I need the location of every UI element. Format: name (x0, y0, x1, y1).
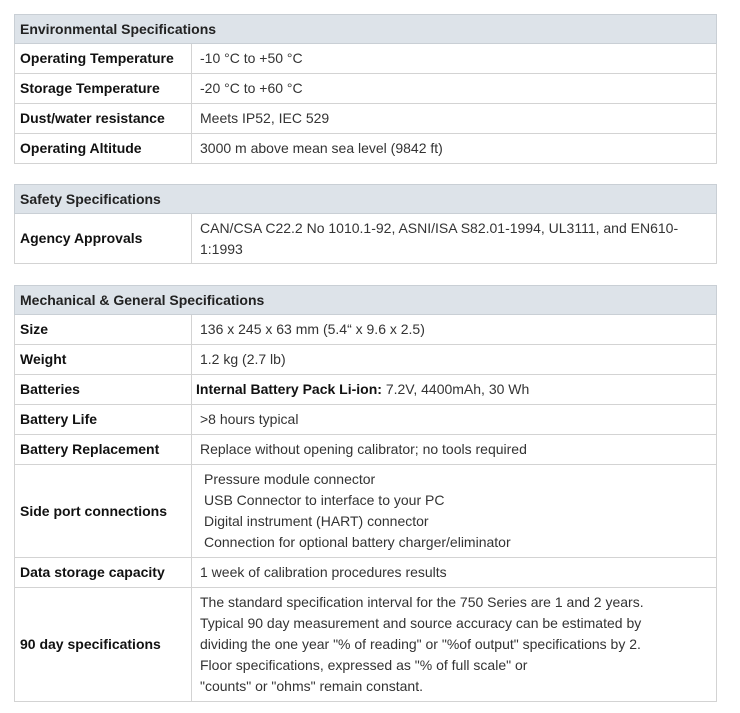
list-item: USB Connector to interface to your PC (204, 492, 445, 508)
agency-approvals-value (192, 214, 717, 264)
operating-temperature-label: Operating Temperature (15, 44, 192, 74)
size-label: Size (15, 315, 192, 345)
agency-approvals-line: CAN/CSA C22.2 No 1010.1-92, ASNI/ISA S82.01-1994, UL3111, and EN610- (200, 219, 679, 236)
table-row (15, 375, 717, 405)
environmental-specs-table (14, 14, 717, 164)
table-row (15, 345, 717, 375)
size-value: 136 x 245 x 63 mm (5.4“ x 9.6 x 2.5) (192, 315, 717, 345)
data-storage-capacity-value: 1 week of calibration procedures results (192, 558, 717, 588)
agency-approvals-label: Agency Approvals (15, 214, 192, 264)
paragraph-line: Floor specifications, expressed as "% of full scale" or (200, 657, 528, 673)
dust-water-resistance-value: Meets IP52, IEC 529 (192, 104, 717, 134)
agency-approvals-line: 1:1993 (200, 240, 243, 257)
table-row (15, 465, 717, 558)
list-item: Connection for optional battery charger/eliminator (204, 534, 511, 550)
table-row (15, 588, 717, 702)
list-item: Pressure module connector (204, 471, 376, 487)
paragraph-line: The standard specification interval for the 750 Series are 1 and 2 years. (200, 594, 644, 610)
side-port-connections-value (192, 465, 717, 558)
battery-life-label: Battery Life (15, 405, 192, 435)
paragraph-line: dividing the one year "% of reading" or "%of output" specifications by 2. (200, 636, 641, 652)
paragraph-line: Typical 90 day measurement and source accuracy can be estimated by (200, 615, 642, 631)
mechanical-specs-title: Mechanical & General Specifications (15, 286, 717, 315)
environmental-specs-title: Environmental Specifications (15, 15, 717, 44)
batteries-label: Batteries (15, 375, 192, 405)
table-row (15, 214, 717, 264)
table-row (15, 315, 717, 345)
operating-altitude-label: Operating Altitude (15, 134, 192, 164)
table-row (15, 74, 717, 104)
table-header-row (15, 15, 717, 44)
paragraph-line: "counts" or "ohms" remain constant. (200, 678, 423, 694)
safety-specs-table (14, 184, 717, 264)
battery-replacement-value: Replace without opening calibrator; no tools required (192, 435, 717, 465)
weight-label: Weight (15, 345, 192, 375)
batteries-value (192, 375, 717, 405)
table-header-row (15, 286, 717, 315)
ninety-day-specifications-label: 90 day specifications (15, 588, 192, 702)
storage-temperature-label: Storage Temperature (15, 74, 192, 104)
operating-temperature-value: -10 °C to +50 °C (192, 44, 717, 74)
table-row (15, 435, 717, 465)
ninety-day-specifications-value (192, 588, 717, 702)
mechanical-specs-table (14, 285, 717, 702)
table-row (15, 134, 717, 164)
weight-value: 1.2 kg (2.7 lb) (192, 345, 717, 375)
table-header-row (15, 185, 717, 214)
batteries-value-bold: Internal Battery Pack Li-ion: (196, 381, 382, 397)
table-row (15, 405, 717, 435)
battery-life-value: >8 hours typical (192, 405, 717, 435)
dust-water-resistance-label: Dust/water resistance (15, 104, 192, 134)
safety-specs-title: Safety Specifications (15, 185, 717, 214)
batteries-value-text: 7.2V, 4400mAh, 30 Wh (381, 381, 530, 397)
table-row (15, 558, 717, 588)
table-row (15, 104, 717, 134)
operating-altitude-value: 3000 m above mean sea level (9842 ft) (192, 134, 717, 164)
storage-temperature-value: -20 °C to +60 °C (192, 74, 717, 104)
side-port-connections-label: Side port connections (15, 465, 192, 558)
data-storage-capacity-label: Data storage capacity (15, 558, 192, 588)
list-item: Digital instrument (HART) connector (204, 513, 429, 529)
table-row (15, 44, 717, 74)
battery-replacement-label: Battery Replacement (15, 435, 192, 465)
